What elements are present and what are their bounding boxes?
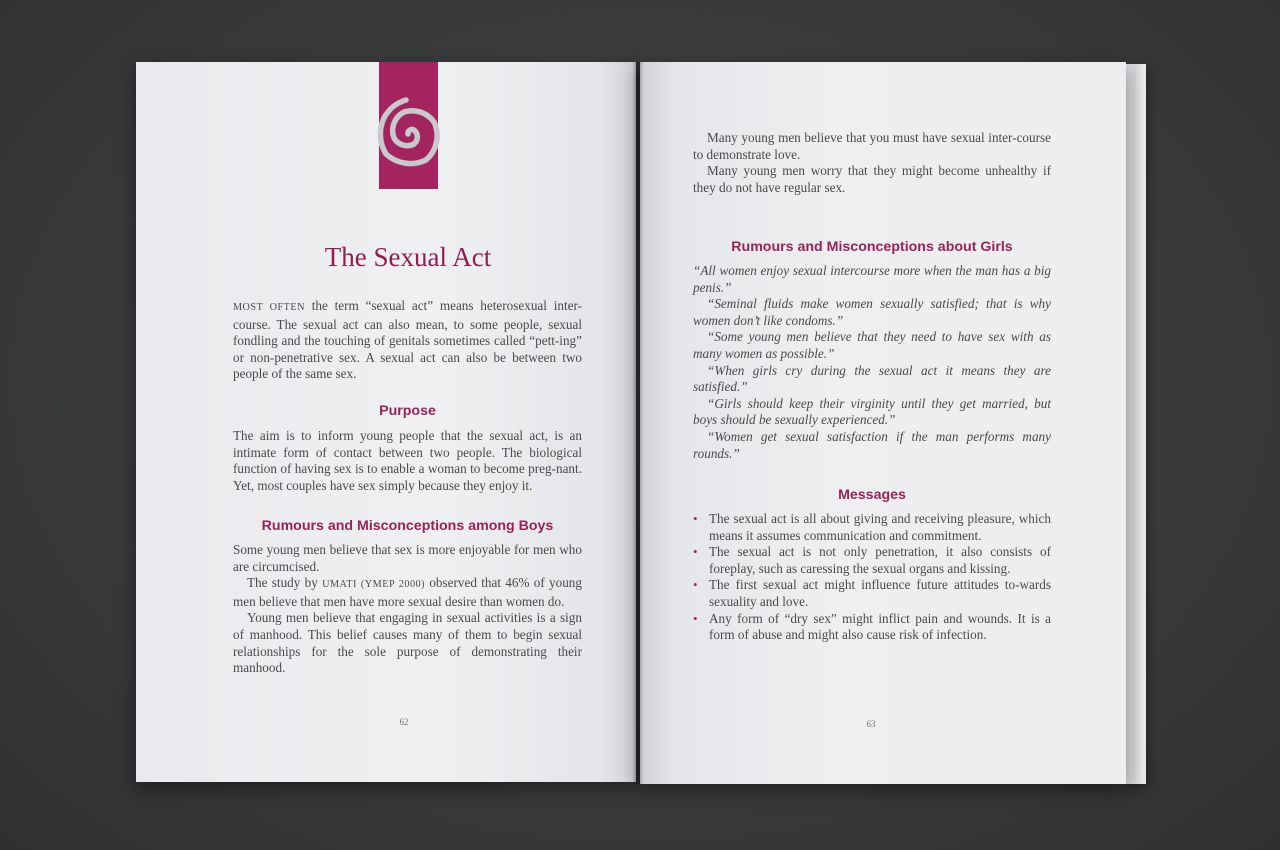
- messages-list: [693, 511, 1051, 644]
- purpose-text: The aim is to inform young people that the sexual act, is an intimate form of contact between two people. The biological function of having sex is to enable a woman to become preg-nant. Yet, most couples have sex simply because they enjoy it.: [233, 428, 582, 493]
- boys-heading: Rumours and Misconceptions among Boys: [261, 518, 554, 534]
- bullet-icon: •: [693, 577, 698, 593]
- girls-quotes: [693, 263, 1051, 462]
- bullet-icon: •: [693, 511, 698, 526]
- purpose-paragraph: [233, 428, 582, 494]
- message-text: The first sexual act might influence future attitudes to-wards sexuality and love.: [709, 577, 1051, 609]
- right-page: [640, 62, 1126, 784]
- message-text: Any form of “dry sex” might inflict pain and wounds. It is a form of abuse and might also cause risk of infection.: [709, 610, 1051, 643]
- continuation-text: [693, 130, 1051, 196]
- girls-quote: “Seminal fluids make women sexually satisfied; that is why women don’t like condoms.”: [693, 296, 1051, 328]
- boys-p2-end: observed that 46% of young men believe that men have more sexual desire than women do.: [233, 575, 582, 609]
- bullet-icon: •: [693, 610, 698, 626]
- intro-paragraph: [233, 298, 582, 383]
- girls-quote: “Girls should keep their virginity until they get married, but boys should be sexually experienced.”: [693, 395, 1051, 428]
- message-text: The sexual act is not only penetration, it also consists of foreplay, such as caressing the sexual organs and kissing.: [709, 544, 1051, 576]
- boys-paragraph-3: Young men believe that engaging in sexual activities is a sign of manhood. This belief causes many of them to begin sexual relationships for the sole purpose of demonstrating their manhood.: [233, 610, 582, 676]
- intro-text: the term “sexual act” means heterosexual inter-course. The sexual act can also mean, to some people, sexual fondling and the touching of genitals sometimes called “pett-ing” or non-penetrative sex. A sexual act can also be between two people of the same sex.: [233, 298, 582, 382]
- book-gutter: [633, 62, 643, 784]
- continuation-paragraph-2: Many young men worry that they might become unhealthy if they do not have regular sex.: [693, 163, 1051, 195]
- message-item: [693, 544, 1051, 577]
- page-number-right: 63: [866, 719, 876, 729]
- study-citation: UMATI (YMEP 2000): [322, 579, 426, 591]
- boys-section: [233, 542, 582, 677]
- messages-heading: Messages: [838, 487, 906, 503]
- message-item: [693, 511, 1051, 544]
- girls-heading: Rumours and Misconceptions about Girls: [731, 239, 1013, 255]
- boys-paragraph-2: [233, 575, 582, 610]
- boys-p2-start: The study by: [247, 575, 323, 591]
- girls-quote: “When girls cry during the sexual act it means they are satisfied.”: [693, 362, 1051, 395]
- purpose-heading: Purpose: [379, 403, 436, 419]
- girls-quote: “All women enjoy sexual intercourse more when the man has a big penis.”: [693, 263, 1051, 295]
- bullet-icon: •: [693, 544, 698, 560]
- girls-quote: “Some young men believe that they need to have sex with as many women as possible.”: [693, 329, 1051, 361]
- chapter-title: The Sexual Act: [324, 242, 492, 272]
- intro-lead: MOST OFTEN: [233, 302, 305, 313]
- message-item: [693, 611, 1051, 644]
- continuation-paragraph-1: Many young men believe that you must have sexual inter-course to demonstrate love.: [693, 130, 1051, 162]
- spiral-icon: [360, 84, 456, 180]
- page-number-left: 62: [399, 717, 409, 727]
- message-item: [693, 577, 1051, 610]
- girls-quote: “Women get sexual satisfaction if the man performs many rounds.”: [693, 428, 1051, 461]
- left-page: [136, 62, 636, 782]
- boys-paragraph-1: Some young men believe that sex is more enjoyable for men who are circumcised.: [233, 542, 582, 574]
- message-text: The sexual act is all about giving and receiving pleasure, which means it assumes communication and commitment.: [709, 511, 1051, 543]
